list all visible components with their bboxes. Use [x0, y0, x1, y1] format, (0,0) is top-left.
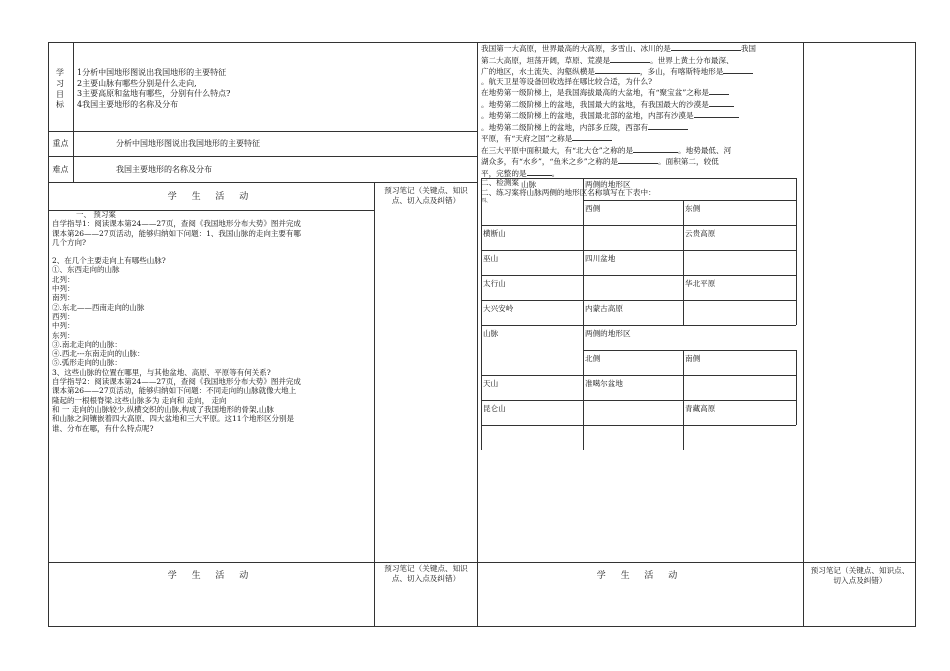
para-line — [481, 86, 801, 98]
key-point-label: 重点 — [52, 139, 69, 148]
objectives-label-char: 标 — [56, 100, 64, 110]
para-line — [481, 132, 801, 144]
table1-line — [796, 178, 797, 325]
table2-line — [683, 350, 684, 450]
blank-line[interactable] — [723, 65, 753, 74]
activity-line: ⑤.弧形走向的山脉： — [52, 358, 122, 368]
para-text: 。 — [551, 168, 560, 178]
table2-line — [481, 425, 796, 426]
blank-line[interactable] — [527, 167, 552, 176]
objectives-label — [54, 68, 66, 111]
frame-bottom-line — [48, 626, 916, 627]
difficult-point-text: 我国主要地形的名称及分布 — [116, 165, 212, 174]
objectives-label-char: 习 — [56, 78, 64, 88]
table1-cell: 云贵高原 — [685, 229, 716, 238]
table1-header-mountain: 山脉 — [521, 180, 537, 189]
blank-line[interactable] — [709, 86, 729, 95]
para-line: 二、检测案 — [481, 178, 519, 187]
objectives-list — [77, 68, 230, 110]
para-line — [481, 42, 801, 54]
table1-line — [583, 200, 796, 201]
para-line — [481, 109, 801, 121]
objective-item: 4我国主要地形的名称及分布 — [77, 99, 179, 109]
bottom-section-line-right — [477, 562, 916, 563]
difficult-bottom-line — [48, 182, 477, 183]
para-line — [481, 98, 801, 110]
para-text: 平，完整的是 — [481, 168, 527, 178]
para-text: 。地势第二级阶梯上的盆地，我国最北部的盆地，内部有沙漠是 — [481, 111, 694, 120]
table2-header-south: 南侧 — [685, 354, 701, 363]
table1-header-landforms: 两侧的地形区 — [585, 180, 631, 189]
activity-line: ①、东西走向的山脉 — [52, 265, 120, 275]
activity-line: 和山脉之间镶嵌着四大高原、四大盆地和三大平原。这11个地形区分别是 — [52, 414, 295, 424]
objective-item: 1分析中国地形图说出我国地形的主要特征 — [77, 68, 227, 77]
table1-cell: 四川盆地 — [585, 254, 616, 263]
activity-line: 中列： — [52, 284, 75, 294]
difficult-point-label: 难点 — [52, 165, 69, 174]
para-line — [481, 65, 801, 77]
activity-line: 北列： — [52, 274, 75, 284]
para-line — [481, 121, 801, 133]
table1-line — [481, 225, 796, 226]
label-column-line — [73, 42, 74, 182]
right-bottom-activity-header: 学 生 活 动 — [596, 571, 684, 581]
table2-header-north: 北侧 — [585, 354, 601, 363]
activity-line: 自学指导2：阅读课本第24——27页，查阅《我国地形分布大势》图并完成 — [52, 377, 301, 387]
para-text: 湖众多，有“水乡”，“鱼米之乡”之称的是 — [481, 157, 619, 166]
para-line: 。航天卫星等设备回收选择在哪比较合适，为什么? — [481, 76, 653, 86]
bottom-notes-header: 预习笔记（关键点、知识点、切入点及纠错） — [384, 564, 468, 583]
blank-line[interactable] — [610, 54, 650, 63]
table1-line — [481, 178, 482, 325]
para-text: 。世界上黄土分布最深、 — [650, 55, 734, 65]
right-notes-divider-line — [803, 42, 804, 626]
table2-cell: 准噶尔盆地 — [585, 379, 623, 388]
table1-cell: 巫山 — [483, 254, 499, 263]
para-text: 。地势第二级阶梯上的盆地，内部多丘陵，西部有 — [481, 122, 649, 132]
activity-line: 3、这些山脉的位置在哪里，与其他盆地、高原、平原等有何关系? — [52, 367, 271, 377]
activity-line: 南列： — [52, 293, 75, 303]
table1-line — [683, 200, 684, 325]
para-text: 广的地区，水土流失、沟壑纵横是 — [481, 67, 595, 76]
objectives-label-char: 目 — [56, 89, 64, 99]
table2-header-landforms: 两侧的地形区 — [585, 329, 631, 338]
table2-line — [481, 400, 796, 401]
para-line — [481, 144, 801, 156]
keypoint-bottom-line — [48, 156, 477, 157]
table2-line — [583, 325, 584, 450]
frame-left-line — [48, 42, 49, 626]
activity-line: 自学指导1：阅读课本第24——27页，查阅《我国地形分布大势》图并完成 — [52, 219, 301, 229]
activity-line: ④.西北---东南走向的山脉： — [52, 349, 145, 359]
activity-line: 中列： — [52, 321, 75, 331]
blank-line[interactable] — [633, 144, 678, 153]
bottom-right-divider-line — [803, 562, 804, 626]
blank-line[interactable] — [618, 155, 658, 164]
right-bottom-notes-header: 预习笔记（关键点、知识点、切入点及纠错） — [810, 566, 910, 585]
table1-line — [481, 250, 796, 251]
frame-right-line — [915, 42, 916, 626]
para-line — [481, 167, 801, 179]
table2-line — [481, 325, 482, 450]
activity-line: 几个方向? — [52, 237, 87, 247]
activity-line: 东列： — [52, 330, 75, 340]
para-text: 在地势第一级阶梯上，是我国海拔最高的大盆地，有“聚宝盆”之称是 — [481, 88, 709, 97]
blank-line[interactable] — [694, 109, 739, 118]
table1-line — [481, 325, 796, 326]
para-text: 。地势最低、河 — [678, 145, 732, 155]
para-line — [481, 155, 801, 167]
objectives-bottom-line — [48, 131, 477, 132]
para-text: 。地势第二级阶梯上的盆地，我国最大的盆地，有我国最大的沙漠是 — [481, 99, 709, 109]
blank-line[interactable] — [648, 121, 688, 130]
table1-cell: 横断山 — [483, 229, 506, 238]
activity-line: 课本第26——27页活动，能够归纳如下问题：1、我国山脉的走向主要有哪 — [52, 228, 301, 238]
table1-header-west: 西侧 — [585, 204, 601, 213]
left-notes-divider-line — [374, 182, 375, 626]
activity-line: 和 一 走向的山脉较少,纵横交织的山脉,构成了我国地形的骨架,山脉 — [52, 404, 274, 414]
activity-line: 课本第26——27页活动，能够归纳如下问题：不同走向的山脉就像大地上 — [52, 386, 297, 396]
activity-line: 2、在几个主要走向上有哪些山脉? — [52, 256, 166, 266]
para-text: 平原，有“天府之国”之称是 — [481, 134, 573, 143]
activity-line: 隆起的一根根脊梁.这些山脉多为 走向和 走向， 走向 — [52, 395, 227, 405]
table1-line — [481, 178, 796, 179]
table1-line — [481, 275, 796, 276]
para-text: 我国第一大高原，世界最高的大高原，多雪山、冰川的是 — [481, 44, 671, 53]
page-divider-line — [477, 42, 478, 626]
table1-header-east: 东侧 — [685, 204, 701, 213]
table2-cell: 青藏高原 — [685, 404, 716, 413]
para-text: ，多山，有喀斯特地形是 — [639, 67, 724, 76]
key-point-text: 分析中国地形图说出我国地形的主要特征 — [116, 139, 260, 148]
table2-cell: 天山 — [483, 379, 499, 388]
table2-line — [796, 350, 797, 425]
activity-line: 一、 预习案 — [76, 210, 116, 219]
blank-line[interactable] — [709, 98, 734, 107]
objective-item: 3主要高原和盆地有哪些，分别有什么特点? — [77, 89, 231, 98]
bottom-section-line-left — [48, 562, 477, 563]
activity-line: 谁、分布在哪，有什么特点呢? — [52, 423, 154, 433]
table2-cell: 昆仑山 — [483, 404, 506, 413]
objective-item: 2主要山脉有哪些分别是什么走向, — [77, 78, 197, 88]
table1-cell: 华北平原 — [685, 279, 716, 288]
activity-header: 学 生 活 动 — [167, 192, 255, 202]
blank-line[interactable] — [595, 65, 640, 74]
notes-header: 预习笔记（关键点、知识点、切入点及纠错） — [384, 186, 468, 205]
table2-line — [481, 375, 796, 376]
para-text: 。面积第二，较低 — [658, 157, 719, 166]
activity-line: 西列： — [52, 311, 75, 321]
table1-line — [481, 300, 796, 301]
blank-line[interactable] — [572, 132, 612, 141]
bottom-activity-header: 学 生 活 动 — [167, 571, 255, 581]
para-line: 二、练习案将山脉两侧的地形区名称填写在下表中： — [481, 187, 656, 197]
activity-line — [52, 247, 372, 256]
para-text: 我国 — [740, 44, 757, 53]
table1-cell: 太行山 — [483, 279, 506, 288]
para-line: 四、 — [481, 198, 492, 204]
activity-line: ②.东北——西南走向的山脉 — [52, 302, 145, 312]
activity-content — [52, 210, 372, 433]
activity-line: ③.南北走向的山脉： — [52, 339, 122, 349]
objectives-label-char: 学 — [56, 68, 64, 77]
para-line — [481, 54, 801, 66]
blank-line[interactable] — [671, 42, 741, 51]
table2-header-mountain: 山脉 — [483, 329, 499, 338]
table2-line — [583, 350, 796, 351]
table1-line — [583, 178, 584, 325]
para-text: 在三大平原中面积最大，有“北大仓”之称的是 — [481, 145, 634, 155]
table1-cell: 内蒙古高原 — [585, 304, 623, 313]
para-text: 第二大高原，坦荡开阔，草原、荒漠是 — [481, 55, 611, 65]
table1-cell: 大兴安岭 — [483, 304, 514, 313]
